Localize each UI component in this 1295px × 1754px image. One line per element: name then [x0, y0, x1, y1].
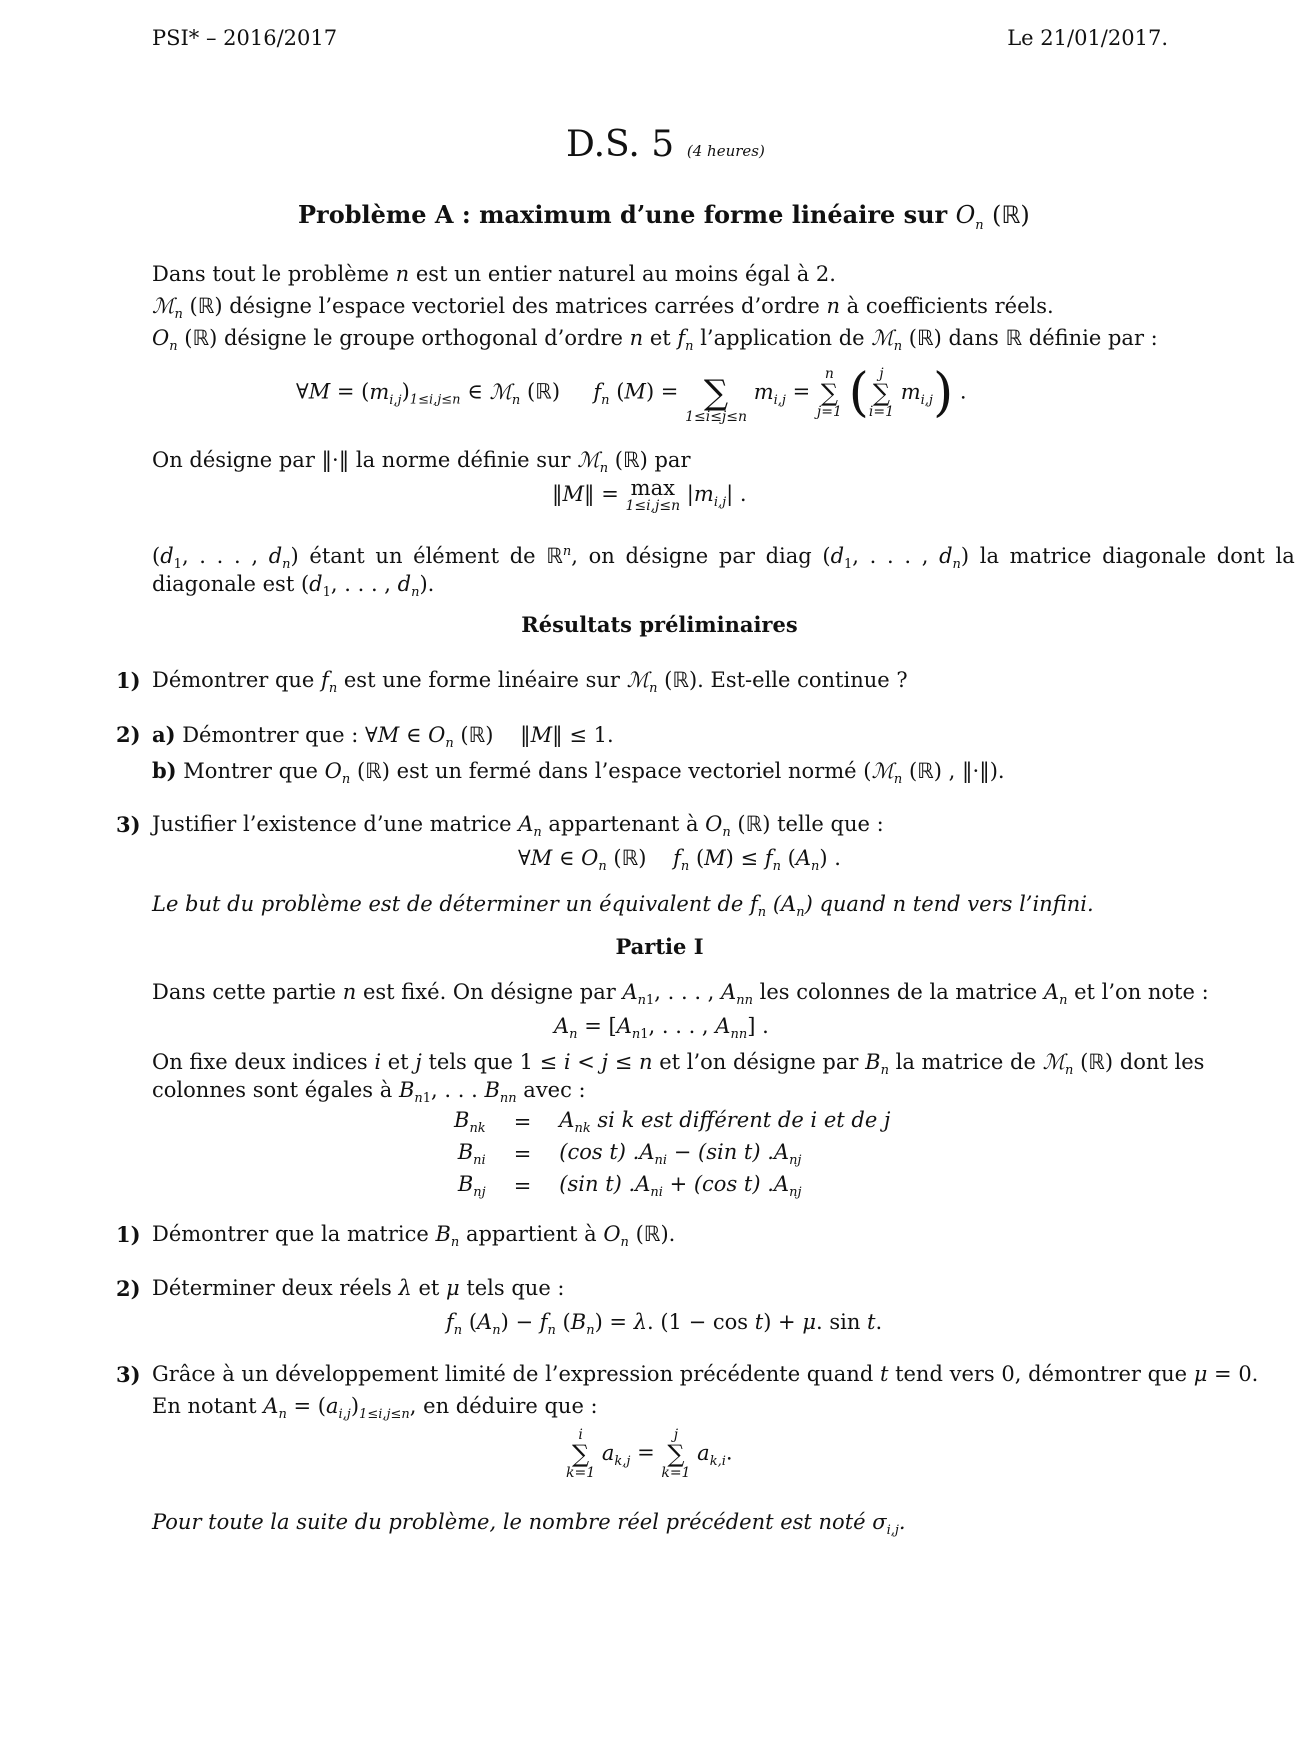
part1-line-3: colonnes sont égales à $B_{n1}$, . . . $B_{nn}$ avec :	[152, 1078, 586, 1107]
prelim-q2a: a) Démontrer que : ∀M ∈ $O_n$ (ℝ) ‖M‖ ≤ 1.	[152, 722, 614, 752]
title-duration: (4 heures)	[686, 142, 765, 160]
part1-q2-number: 2)	[116, 1276, 141, 1301]
intro-line-3: $O_n$ (ℝ) désigne le groupe orthogonal d’ordre n et $f_n$ l’application de ℳ$_n$ (ℝ) dans ℝ définie par :	[152, 326, 1158, 355]
sigma-note: Pour toute la suite du problème, le nombre réel précédent est noté $\sigma_{i,j}$.	[152, 1510, 906, 1539]
part1-heading: Partie I	[615, 934, 704, 959]
part1-q3-line-1: Grâce à un développement limité de l’expression précédente quand t tend vers 0, démontrer que μ = 0.	[152, 1362, 1259, 1386]
prelim-q2-number: 2)	[116, 722, 141, 747]
title-main: D.S. 5	[566, 124, 675, 165]
class-year-header: PSI* – 2016/2017	[152, 26, 338, 50]
prelim-q3-equation: ∀M ∈ $O_n$ (ℝ) $f_n$ $(M) \le f_n$ $(A_n)$ .	[518, 846, 841, 875]
intro-line-1: Dans tout le problème n est un entier naturel au moins égal à 2.	[152, 262, 836, 286]
goal-statement: Le but du problème est de déterminer un équivalent de $f_n$ $(A_n)$ quand n tend vers l’infini.	[152, 892, 1094, 921]
system-row: $B_{nk}$ = $A_{nk}$ si k est différent de i et de j	[454, 1108, 891, 1137]
part1-q3-line-2: En notant $A_n = (a_{i,j})_{1\le i,j\le n}$, en déduire que :	[152, 1394, 598, 1423]
date-header: Le 21/01/2017.	[1007, 26, 1168, 50]
part1-system	[440, 1106, 904, 1203]
part1-q2: Déterminer deux réels λ et μ tels que :	[152, 1276, 565, 1300]
intro-line-4: On désigne par ‖·‖ la norme définie sur ℳ$_n$ (ℝ) par	[152, 448, 691, 477]
norm-equation: ‖M‖ = max 1≤i,j≤n $|m_{i,j}|$ .	[552, 476, 747, 514]
definition-equation: ∀M = $(m_{i,j})_{1\le i,j\le n}$ ∈ ℳ$_n$ (ℝ) $f_n$ (M) = ∑ 1≤i≤j≤n $m_{i,j}$ = n ∑ j=1 ( j ∑ i=1 $m_{i,j}$) .	[296, 363, 967, 425]
intro-line-2: ℳ$_n$ (ℝ) désigne l’espace vectoriel des matrices carrées d’ordre n à coefficients réels.	[152, 294, 1054, 323]
prelim-q1-number: 1)	[116, 668, 141, 693]
part1-q3-number: 3)	[116, 1362, 141, 1387]
part1-q1: Démontrer que la matrice $B_n$ appartient à $O_n$ (ℝ).	[152, 1222, 676, 1251]
part1-line-2: On fixe deux indices i et j tels que 1 ≤ i < j ≤ n et l’on désigne par $B_n$ la matrice de ℳ$_n$ (ℝ) dont les	[152, 1050, 1205, 1079]
prelim-q3-number: 3)	[116, 812, 141, 837]
part1-q1-number: 1)	[116, 1222, 141, 1247]
prelim-heading: Résultats préliminaires	[521, 612, 798, 637]
intro-line-5: ($d_1$, . . . , $d_n$) étant un élément de ℝ$^n$, on désigne par diag ($d_1$, . . . , $d_n$) la matrice diagonale dont la	[152, 544, 1295, 573]
part1-q2-equation: $f_n$ $(A_n) - f_n$ $(B_n) = \lambda$. (1 − cos t) + μ. sin t.	[446, 1310, 883, 1339]
prelim-q2b: b) Montrer que $O_n$ (ℝ) est un fermé dans l’espace vectoriel normé (ℳ$_n$ (ℝ) , ‖·‖).	[152, 758, 1005, 788]
system-row: $B_{nj}$ = (sin t) $.A_{ni} + (\cos$ t) $.A_{nj}$	[457, 1172, 802, 1201]
prelim-q3: Justifier l’existence d’une matrice $A_n$ appartenant à $O_n$ (ℝ) telle que :	[152, 812, 884, 841]
part1-equation-1: $A_n = [A_{n1}$, . . . , $A_{nn}$] .	[554, 1014, 769, 1043]
prelim-q1: Démontrer que $f_n$ est une forme linéaire sur ℳ$_n$ (ℝ). Est-elle continue ?	[152, 668, 908, 697]
page-title	[566, 124, 765, 165]
system-row: $B_{ni}$ = (cos t) $.A_{ni} - (\sin$ t) $.A_{nj}$	[457, 1140, 802, 1169]
intro-line-6: diagonale est ($d_1$, . . . , $d_n$).	[152, 572, 435, 601]
part1-q3-equation: i ∑ k=1 $a_{k,j}$ = j ∑ k=1 $a_{k,i}$.	[566, 1427, 733, 1481]
part1-line-1: Dans cette partie n est fixé. On désigne par $A_{n1}$, . . . , $A_{nn}$ les colonnes de la matrice $A_n$ et l’on note :	[152, 980, 1209, 1009]
problem-title: Problème A : maximum d’une forme linéaire sur $O_n$ (ℝ)	[298, 200, 1030, 233]
